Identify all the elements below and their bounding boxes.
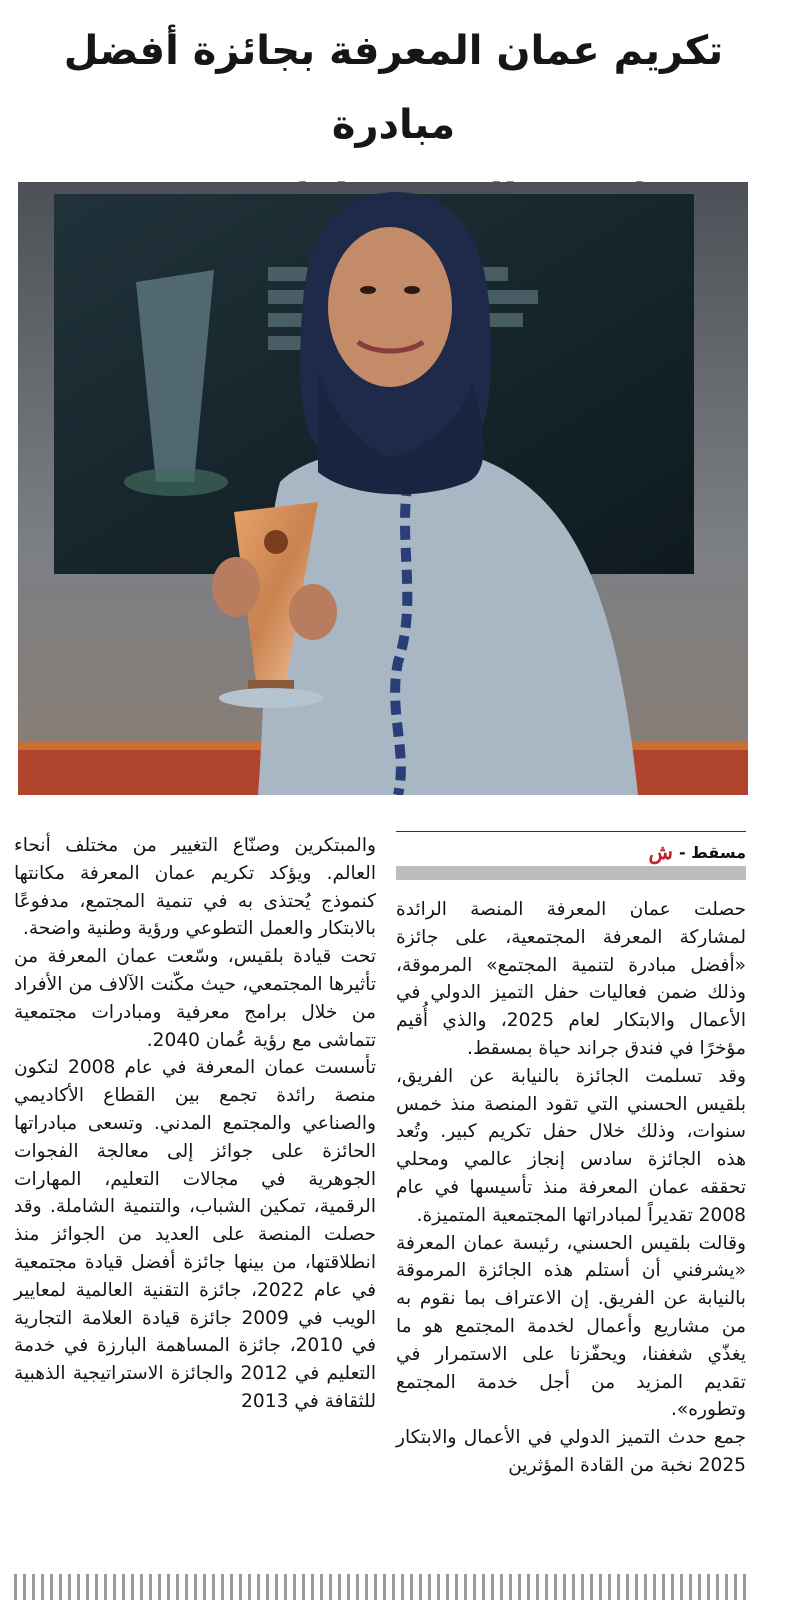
award-photo-icon (18, 182, 748, 795)
paragraph: تحت قيادة بلقيس، وسّعت عمان المعرفة من تأثيرها المجتمعي، حيث مكّنت الآلاف من الأفراد من خلال برامج معرفية ومبادرات مجتمعية تتماشى مع رؤية عُمان 2040. (14, 946, 376, 1051)
dateline-bar (396, 866, 746, 880)
paragraph: وقد تسلمت الجائزة بالنيابة عن الفريق، بلقيس الحسني التي تقود المنصة منذ خمس سنوات، وذلك خلال حفل تكريم كبير. وتُعد هذه الجائزة سادس إنجاز عالمي ومحلي تحققه عمان المعرفة منذ تأسيسها في عام 2008 تقديراً لمبادراتها المجتمعية المتميزة. (396, 1065, 746, 1226)
headline-line-1: تكريم عمان المعرفة بجائزة أفضل مبادرة (63, 28, 724, 148)
page-footer-barcode (14, 1574, 746, 1600)
dateline-city: مسقط - (678, 842, 746, 862)
article-column-right (396, 896, 746, 1480)
paragraph: حصلت عمان المعرفة المنصة الرائدة لمشاركة المعرفة المجتمعية، على جائزة «أفضل مبادرة لتنمية المجتمع» المرموقة، وذلك ضمن فعاليات حفل التميز الدولي في الأعمال والابتكار لعام 2025، والذي أُقيم مؤخرًا في فندق جراند حياة بمسقط. (396, 899, 746, 1059)
article-column-left (14, 832, 376, 1416)
paragraph: تأسست عمان المعرفة في عام 2008 لتكون منصة رائدة تجمع بين القطاع الأكاديمي والصناعي والمجتمع المدني. وتسعى مبادراتها الحائزة على جوائز إلى معالجة الفجوات الجوهرية في مجالات التعليم، المهارات الرقمية، تمكين الشباب، والتنمية الشاملة. وقد حصلت المنصة على العديد من الجوائز منذ انطلاقتها، من بينها جائزة أفضل قيادة مجتمعية في عام 2022، جائزة التقنية العالمية لمعايير الويب في 2009 جائزة قيادة العلامة التجارية في 2010، جائزة المساهمة البارزة في خدمة التعليم في 2012 والجائزة الاستراتيجية الذهبية للثقافة في 2013 (14, 1057, 377, 1412)
paragraph: جمع حدث التميز الدولي في الأعمال والابتكار 2025 نخبة من القادة المؤثرين (396, 1427, 746, 1476)
dateline (396, 838, 746, 866)
article-photo (18, 182, 748, 795)
newspaper-logo-icon: ش (648, 840, 673, 864)
dateline-rule (396, 831, 746, 832)
paragraph: وقالت بلقيس الحسني، رئيسة عمان المعرفة «يشرفني أن أستلم هذه الجائزة المرموقة بالنيابة عن الفريق. إن الاعتراف بما نقوم به من مشاريع وأعمال لخدمة المجتمع هو ما يغذّي شغفنا، ويحفّزنا على الاستمرار في تقديم المزيد من أجل خدمة المجتمع وتطوره». (396, 1232, 746, 1421)
paragraph: والمبتكرين وصنّاع التغيير من مختلف أنحاء العالم. ويؤكد تكريم عمان المعرفة مكانتها كنموذج يُحتذى به في تنمية المجتمع، مدفوعًا بالابتكار والعمل التطوعي ورؤية وطنية واضحة. (14, 835, 376, 940)
